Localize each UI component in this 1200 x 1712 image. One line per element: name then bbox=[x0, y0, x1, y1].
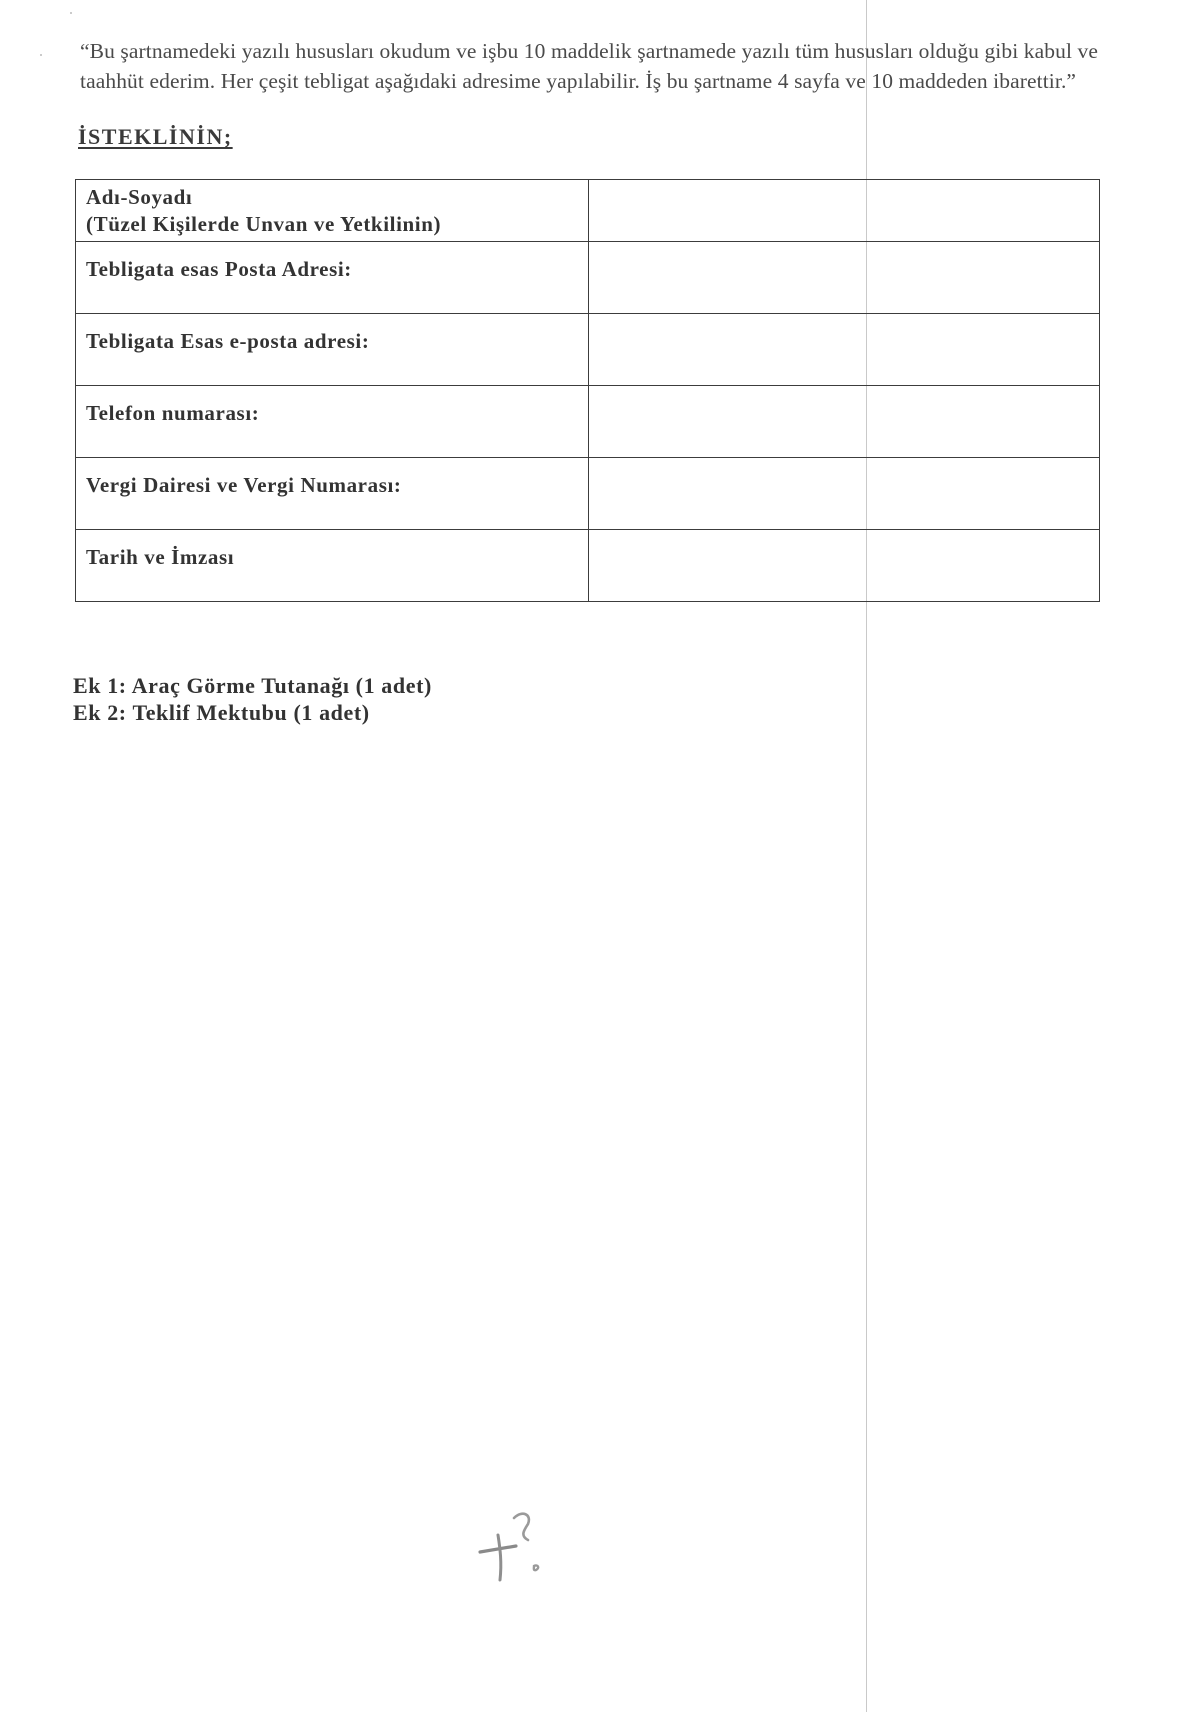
postal-address-value-cell[interactable] bbox=[589, 242, 1100, 314]
row-label-text: Tarih ve İmzası bbox=[86, 545, 235, 569]
scan-speck bbox=[40, 54, 42, 56]
row-label-text: Adı-Soyadı bbox=[86, 185, 193, 209]
annex-item: Ek 2: Teklif Mektubu (1 adet) bbox=[73, 700, 370, 725]
annex-item: Ek 1: Araç Görme Tutanağı (1 adet) bbox=[73, 673, 432, 698]
table-row bbox=[76, 386, 1100, 458]
table-row bbox=[76, 180, 1100, 242]
row-label-text: Tebligata esas Posta Adresi: bbox=[86, 257, 352, 281]
row-label-name bbox=[76, 180, 589, 242]
scan-speck bbox=[70, 12, 72, 14]
row-label-date-signature bbox=[76, 530, 589, 602]
row-label-tax bbox=[76, 458, 589, 530]
row-label-text: Vergi Dairesi ve Vergi Numarası: bbox=[86, 473, 402, 497]
row-label-subtext: (Tüzel Kişilerde Unvan ve Yetkilinin) bbox=[86, 212, 442, 236]
phone-value-cell[interactable] bbox=[589, 386, 1100, 458]
declaration-line-1: “Bu şartnamedeki yazılı hususları okudum ve işbu 10 maddelik şartnamede yazılı tüm hususları olduğu gibi kabul ve bbox=[80, 39, 1099, 63]
row-label-phone bbox=[76, 386, 589, 458]
table-row bbox=[76, 242, 1100, 314]
tax-value-cell[interactable] bbox=[589, 458, 1100, 530]
table-row bbox=[76, 314, 1100, 386]
section-title: İSTEKLİNİN; bbox=[78, 124, 233, 149]
declaration-paragraph bbox=[80, 36, 1170, 96]
row-label-postal-address bbox=[76, 242, 589, 314]
table-row bbox=[76, 458, 1100, 530]
annex-list bbox=[73, 672, 432, 726]
row-label-text: Tebligata Esas e-posta adresi: bbox=[86, 329, 370, 353]
name-value-cell[interactable] bbox=[589, 180, 1100, 242]
row-label-text: Telefon numarası: bbox=[86, 401, 260, 425]
declaration-line-2: taahhüt ederim. Her çeşit tebligat aşağıdaki adresime yapılabilir. İş bu şartname 4 sayfa ve 10 maddeden ibarettir.” bbox=[80, 69, 1077, 93]
handwritten-signature bbox=[470, 1500, 580, 1590]
row-label-email bbox=[76, 314, 589, 386]
bidder-info-table bbox=[75, 179, 1100, 602]
table-row bbox=[76, 530, 1100, 602]
date-signature-value-cell[interactable] bbox=[589, 530, 1100, 602]
email-value-cell[interactable] bbox=[589, 314, 1100, 386]
